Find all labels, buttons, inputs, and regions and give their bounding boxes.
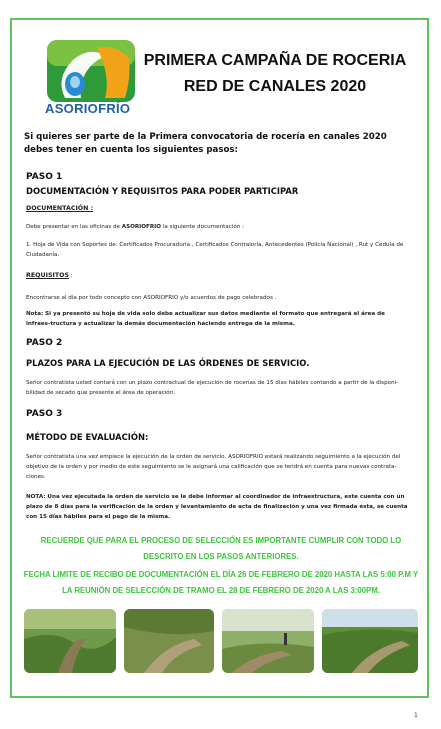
paso1-doc-label-line [26,204,408,214]
title-line-2: RED DE CANALES 2020 [183,78,367,95]
paso1-doc-text-org: ASORIOFRIO [121,224,161,230]
canal-photo-4 [322,609,418,673]
photo-strip [24,609,420,673]
paso2-subheading: PLAZOS PARA LA EJECUCIÓN DE LAS ÓRDENES DE SERVICIO. [26,358,310,368]
canal-photo-2 [124,609,214,673]
intro-text: Si quieres ser parte de la Primera convocatoria de rocería en canales 2020 debes tener en cuenta los siguientes pasos: [24,132,387,155]
paso1-doc-text [26,222,408,232]
paso1-heading: PASO 1 [26,172,63,182]
paso1-doc-text-c: la siguiente documentación : [160,224,244,230]
notice-deadline: FECHA LIMITE DE RECIBO DE DOCUMENTACIÓN EL DÍA 26 DE FEBRERO DE 2020 HASTA LAS 5:00 P.M Y LA REUNIÓN DE SELECCIÓN DE TRAMO EL 28 DE FEBRERO DE 2020 A LAS 3:00PM. [23,570,419,595]
paso3-subheading: MÉTODO DE EVALUACIÓN: [26,432,149,442]
paso1-req-line [26,271,408,281]
title-line-1: PRIMERA CAMPAÑA DE ROCERIA [143,52,407,69]
paso1-doc-text-a: Debe presentar en las oficinas de [26,224,122,230]
logo-text: ASORIOFRÍO [45,101,131,116]
paso1-doc-list: 1. Hoja de Vida con Soportes de: Certificados Procuraduría , Certificados Contraloría, Antecedentes (Policía Nacional) , Rut y Cédula de Ciudadanía. [26,242,404,258]
paso1-req-note: Nota: Si ya presentó su hoja de vida solo debe actualizar sus datos mediante el formato que entregará el área de infraes-tructura y actualizar la demás documentación haciendo entrega de la misma. [26,311,385,327]
paso1-req-colon: : [69,273,73,279]
canal-photo-3 [222,609,314,673]
paso2-text: Señor contratista usted contará con un plazo contractual de ejecución de rocerías de 15 días hábiles contando a partir de la disponi-bilidad de secado que presente el área de operación. [26,380,399,396]
paso3-text: Señor contratista una vez empiece la ejecución de la orden de servicio, ASORIOFRIO estará realizando seguimiento a la ejecución del objetivo de la orden y por medio de este seguimiento se le asignará una calificación que se tendrá en cuenta para nuevas contrata-ciones. [26,454,401,480]
paso1-req-label: REQUISITOS [26,272,70,279]
page-number: 1 [414,712,418,719]
notice-requirements: RECUERDE QUE PARA EL PROCESO DE SELECCIÓN ES IMPORTANTE CUMPLIR CON TODO LO DESCRITO EN LOS PASOS ANTERIORES. [40,536,402,561]
paso1-req-text: Encontrarse al día por todo concepto con ASORIOFRIO y/o acuerdos de pago celebrados . [26,295,277,301]
paso3-heading: PASO 3 [26,409,63,419]
page-title [140,48,410,100]
paso3-note: NOTA: Una vez ejecutada la orden de servicio se le debe informar al coordinador de infraestructura, este cuenta con un plazo de 8 días para la verificación de la orden y levantamiento de acta de finalización y una vez firmada ésta, se cuenta con 15 días hábiles para el pago de la misma. [26,494,408,520]
canal-photo-1 [24,609,116,673]
paso1-subheading: DOCUMENTACIÓN Y REQUISITOS PARA PODER PARTICIPAR [26,186,299,196]
paso1-doc-label: DOCUMENTACIÓN : [26,205,94,212]
paso2-heading: PASO 2 [26,338,63,348]
